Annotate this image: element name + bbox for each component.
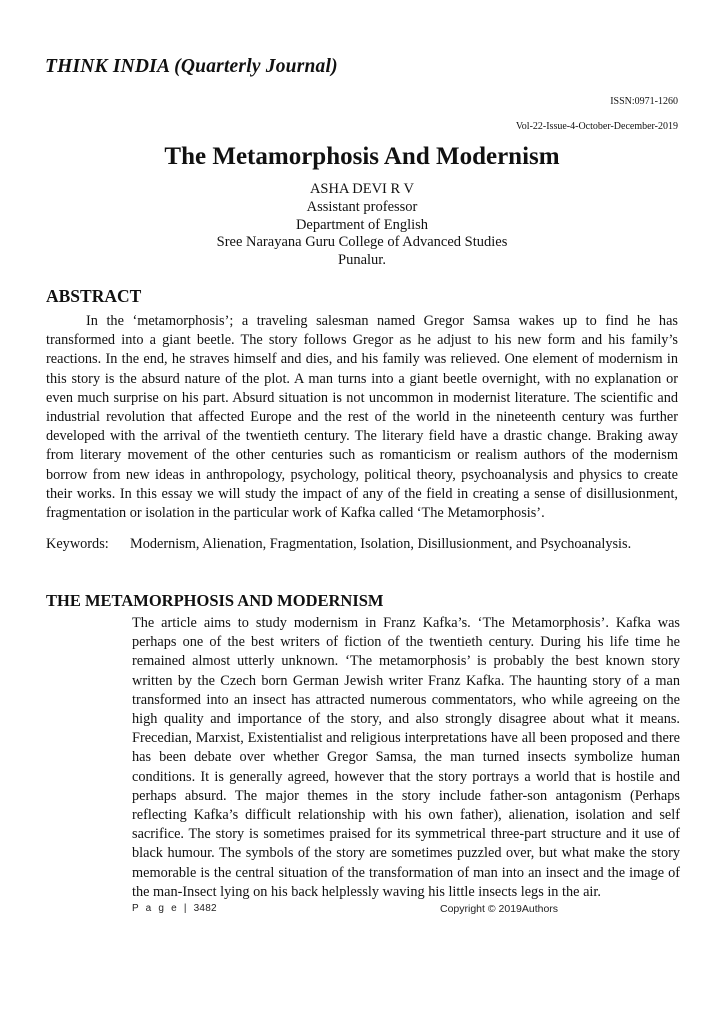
- page-footer: [132, 903, 217, 914]
- abstract-text: In the ‘metamorphosis’; a traveling salesman named Gregor Samsa wakes up to find he has transformed into a giant beetle. The story follows Gregor as he adjust to his new form and his family’s reactions. In the end, he straves himself and dies, and his family was relieved. One element of modernism in this story is the absurd nature of the plot. A man turns into a giant beetle overnight, with no explanation or even much surprise on his part. Absurd situation is not uncommon in modernist literature. The scientific and industrial revolution that affected Europe and the rest of the world in the nineteenth century was further developed with the arrival of the twentieth century. The literary field have a drastic change. Braking away from literary movement of the other centuries such as romanticism or realism authors of the modernism borrow from new ideas in anthropology, psychology, political theory, psychoanalysis and physics to create their works. In this essay we will study the impact of any of the field in creating a sense of disillusionment, fragmentation or isolation in the particular work of Kafka called ‘The Metamorphosis’.: [46, 313, 678, 522]
- page-label: P a g e |: [132, 903, 189, 914]
- keywords-value: Modernism, Alienation, Fragmentation, Isolation, Disillusionment, and Psychoanalysis.: [130, 536, 632, 552]
- journal-name: THINK INDIA (Quarterly Journal): [45, 56, 338, 77]
- section-heading: THE METAMORPHOSIS AND MODERNISM: [46, 591, 384, 610]
- abstract-body: [46, 312, 678, 523]
- author-department: Department of English: [295, 216, 429, 233]
- issn-label: ISSN:0971-1260: [610, 96, 678, 107]
- abstract-heading: ABSTRACT: [46, 286, 142, 306]
- author-college: Sree Narayana Guru College of Advanced Studies: [216, 234, 508, 251]
- author-city: Punalur.: [338, 252, 386, 269]
- section-body: The article aims to study modernism in Franz Kafka’s. ‘The Metamorphosis’. Kafka was perhaps one of the best writers of fiction of the twentieth century. During his life time he remained almost utterly unknown. ‘The metamorphosis’ is probably the best known story written by the Czech born German Jewish writer Franz Kafka. The haunting story of a man transformed into an insect has attracted numerous commentators, who while agreeing on the high quality and importance of the story, and also strongly disagree about what it means. Frecedian, Marxist, Existentialist and religious interpretations have all been proposed and there has been debate over whether Gregor Samsa, the man turned insects symbolize human conditions. It is generally agreed, however that the story portrays a world that is hostile and perhaps absurd. The major themes in the story include father-son antagonism (Perhaps reflecting Kafka’s difficult relationship with his own father), alienation, isolation and self sacrifice. The story is sometimes praised for its symmetrical three-part structure and it use of black humour. The symbols of the story are sometimes puzzled over, but what make the story memorable is the central situation of the transformation of man into an insect and the image of the man-Insect lying on his back helplessly waving his little insects legs in the air.: [132, 615, 680, 900]
- author-name: ASHA DEVI R V: [309, 181, 415, 197]
- keywords-label: Keywords:: [46, 536, 109, 552]
- author-block: [0, 181, 724, 270]
- page-number: 3482: [193, 903, 217, 914]
- volume-label: Vol-22-Issue-4-October-December-2019: [515, 121, 678, 132]
- copyright-notice: Copyright © 2019Authors: [440, 903, 559, 915]
- paper-title: The Metamorphosis And Modernism: [164, 143, 560, 170]
- author-position: Assistant professor: [306, 198, 418, 215]
- keywords-line: [46, 536, 686, 553]
